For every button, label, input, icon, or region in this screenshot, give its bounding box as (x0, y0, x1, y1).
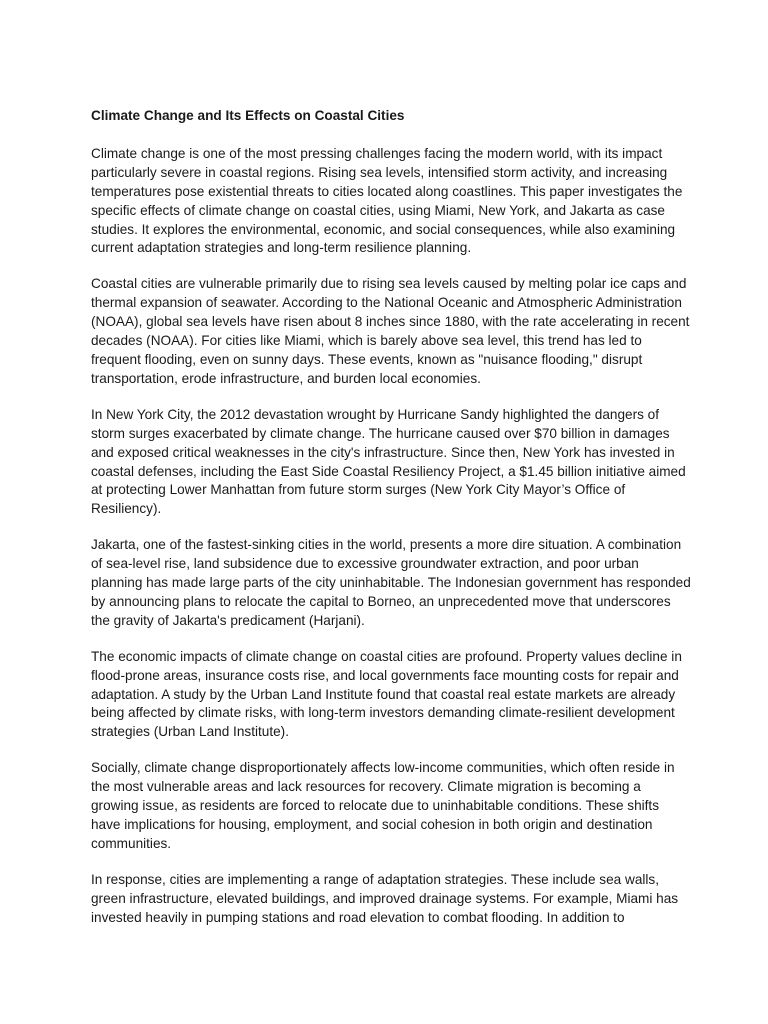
paragraph-social: Socially, climate change disproportionately affects low-income communities, which often reside in the most vulnerable areas and lack resources for recovery. Climate migration is becoming a growing issue, as residents are forced to relocate due to uninhabitable conditions. These shifts have implications for housing, employment, and social cohesion in both origin and destination communities. (91, 760, 675, 851)
paragraph-jakarta: Jakarta, one of the fastest-sinking cities in the world, presents a more dire situation. A combination of sea-level rise, land subsidence due to excessive groundwater extraction, and poor urban planning has made large parts of the city uninhabitable. The Indonesian government has responded by announcing plans to relocate the capital to Borneo, an unprecedented move that underscores the gravity of Jakarta's predicament (Harjani). (91, 537, 691, 628)
paragraph-adaptation: In response, cities are implementing a range of adaptation strategies. These include sea walls, green infrastructure, elevated buildings, and improved drainage systems. For example, Miami has invested heavily in pumping stations and road elevation to combat flooding. In addition to (91, 871, 679, 925)
paragraph-new-york: In New York City, the 2012 devastation wrought by Hurricane Sandy highlighted the dangers of storm surges exacerbated by climate change. The hurricane caused over $70 billion in damages and exposed critical weaknesses in the city's infrastructure. Since then, New York has invested in coastal defenses, including the East Side Coastal Resiliency Project, a $1.45 billion initiative aimed at protecting Lower Manhattan from future storm surges (New York City Mayor’s Office of Resiliency). (91, 406, 686, 517)
paragraph-economic: The economic impacts of climate change on coastal cities are profound. Property values decline in flood-prone areas, insurance costs rise, and local governments face mounting costs for repair and adaptation. A study by the Urban Land Institute found that coastal real estate markets are already being affected by climate risks, with long-term investors demanding climate-resilient development strategies (Urban Land Institute). (91, 648, 682, 740)
document-title: Climate Change and Its Effects on Coastal Cities (91, 108, 405, 123)
paragraph-intro: Climate change is one of the most pressing challenges facing the modern world, with its impact particularly severe in coastal regions. Rising sea levels, intensified storm activity, and increasing temperatures pose existential threats to cities located along coastlines. This paper investigates the specific effects of climate change on coastal cities, using Miami, New York, and Jakarta as case studies. It explores the environmental, economic, and social consequences, while also examining current adaptation strategies and long-term resilience planning. (91, 145, 683, 256)
document-body (91, 107, 691, 945)
paragraph-sea-levels: Coastal cities are vulnerable primarily due to rising sea levels caused by melting polar ice caps and thermal expansion of seawater. According to the National Oceanic and Atmospheric Administration (NOAA), global sea levels have risen about 8 inches since 1880, with the rate accelerating in recent decades (NOAA). For cities like Miami, which is barely above sea level, this trend has led to frequent flooding, even on sunny days. These events, known as "nuisance flooding," disrupt transportation, erode infrastructure, and burden local economies. (91, 276, 690, 386)
